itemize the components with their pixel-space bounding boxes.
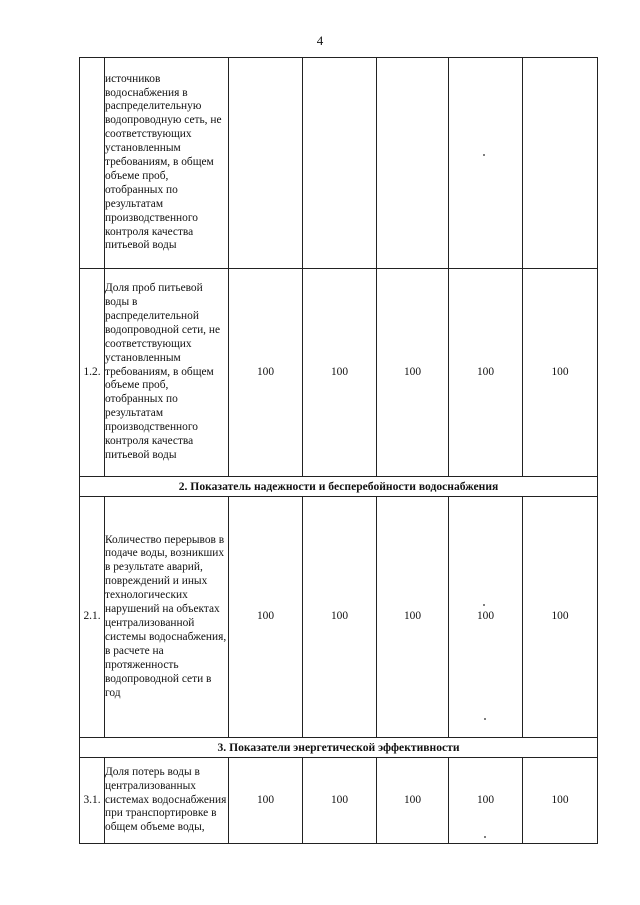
value-cell <box>229 58 303 269</box>
indicator-description: Доля проб питьевой воды в распределительной водопроводной сети, не соответствующих установленным требованиям, в общем объеме проб, отобранных по результатам производственного контроля качества питьевой воды <box>105 269 229 477</box>
scan-speck <box>483 604 485 606</box>
value-cell: 100 <box>303 758 377 844</box>
value-cell <box>523 58 598 269</box>
value-cell: 100 <box>303 269 377 477</box>
value-cell: 100 <box>449 758 523 844</box>
scan-speck <box>483 154 485 156</box>
page-number: 4 <box>316 33 324 48</box>
scan-speck <box>484 718 486 720</box>
value-cell: 100 <box>377 497 449 738</box>
indicators-table <box>79 57 598 844</box>
value-cell: 100 <box>449 269 523 477</box>
table-row <box>80 497 598 738</box>
value-cell <box>377 58 449 269</box>
section-header-row <box>80 477 598 497</box>
value-cell: 100 <box>377 269 449 477</box>
scan-speck <box>484 836 486 838</box>
value-cell: 100 <box>229 758 303 844</box>
section-header-row <box>80 738 598 758</box>
row-number <box>80 58 105 269</box>
row-number: 2.1. <box>80 497 105 738</box>
table-row <box>80 758 598 844</box>
value-cell <box>303 58 377 269</box>
table-row <box>80 58 598 269</box>
value-cell: 100 <box>377 758 449 844</box>
value-cell <box>449 58 523 269</box>
value-cell: 100 <box>523 758 598 844</box>
table-row <box>80 269 598 477</box>
value-cell: 100 <box>523 269 598 477</box>
row-number: 3.1. <box>80 758 105 844</box>
section-title: 2. Показатель надежности и бесперебойности водоснабжения <box>80 477 598 497</box>
value-cell: 100 <box>523 497 598 738</box>
section-title: 3. Показатели энергетической эффективности <box>80 738 598 758</box>
row-number: 1.2. <box>80 269 105 477</box>
indicator-description: Количество перерывов в подаче воды, возникших в результате аварий, повреждений и иных технологических нарушений на объектах централизованной системы водоснабжения, в расчете на протяженность водопроводной сети в год <box>105 497 229 738</box>
indicator-description: источников водоснабжения в распределительную водопроводную сеть, не соответствующих установленным требованиям, в общем объеме проб, отобранных по результатам производственного контроля качества питьевой воды <box>105 58 229 269</box>
value-cell: 100 <box>449 497 523 738</box>
value-cell: 100 <box>303 497 377 738</box>
indicator-description: Доля потерь воды в централизованных системах водоснабжения при транспортировке в общем объеме воды, <box>105 758 229 844</box>
value-cell: 100 <box>229 269 303 477</box>
value-cell: 100 <box>229 497 303 738</box>
